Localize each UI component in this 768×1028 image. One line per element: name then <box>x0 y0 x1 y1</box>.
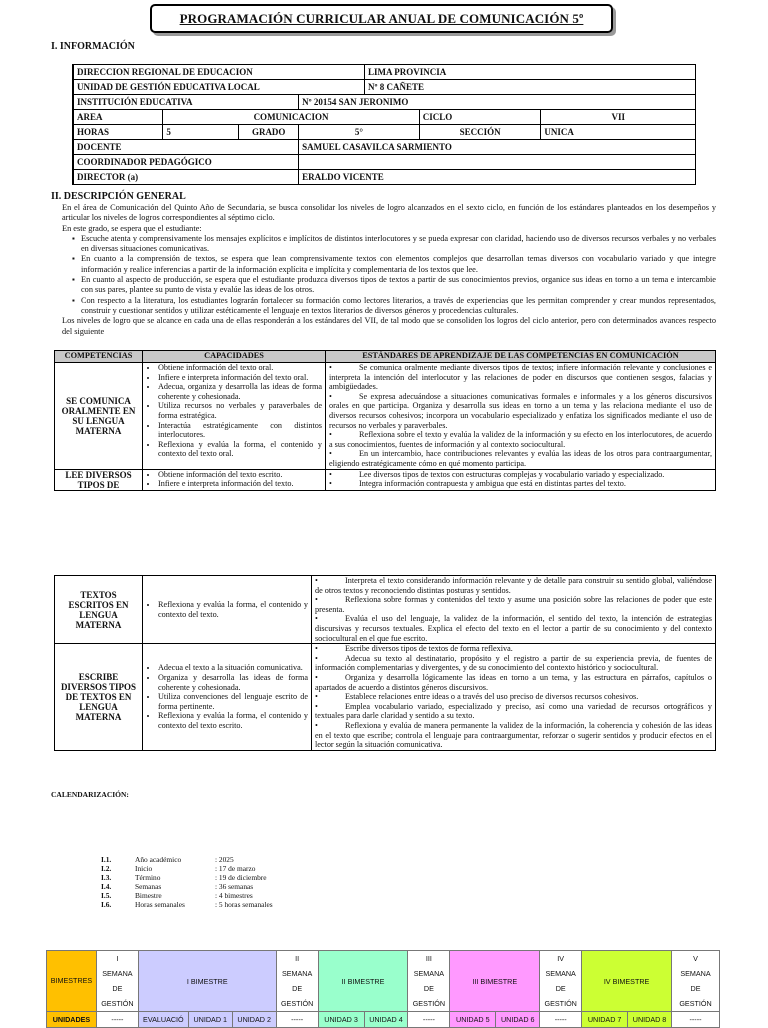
capacities-cell <box>143 644 312 751</box>
unit-cell: UNIDAD 8 <box>628 1012 672 1028</box>
unit-cell: EVALUACIÓ <box>138 1012 188 1028</box>
unit-cell: UNIDAD 7 <box>582 1012 628 1028</box>
capacity-item: • Infiere e interpreta información del texto. <box>158 479 322 489</box>
calendar-dates-list <box>99 855 275 909</box>
unit-cell: ----- <box>276 1012 318 1028</box>
standards-cell <box>312 644 716 751</box>
standard-item: • Emplea vocabulario variado, especializado y preciso, así como una variedad de recursos ortográficos y textuales para darle claridad y sentido a su texto. <box>315 701 712 721</box>
description-bullet: ▪ Escuche atenta y comprensivamente los mensajes explícitos e implícitos de distintos interlocutores y se pueda expresar con claridad, haciendo uso de diversos recursos verbales y no verbales en diversas situaciones comunicativas. <box>72 234 716 255</box>
management-week-cell: V SEMANA DE GESTIÓN <box>672 951 720 1012</box>
info-label: SECCIÓN <box>419 125 541 140</box>
description-bullet: ▪ En cuanto al aspecto de producción, se espera que el estudiante produzca diversos tipos de textos a partir de sus conocimientos previos, organice sus ideas en torno a un tema e intercambie con sus pares, plantee su punto de vista y evalúe las ideas de los otros. <box>72 275 716 296</box>
competencies-table <box>54 350 716 491</box>
date-row: I.4. Semanas : 36 semanas <box>101 882 254 891</box>
standard-item: • Se expresa adecuándose a situaciones comunicativas formales e informales y a los géneros discursivos orales en que participa. Organiza y desarrolla sus ideas en torno a un tema y las relaciona mediante el uso de diversos recursos cohesivos; incorpora un vocabulario especializado y enfatiza los significados mediante el uso de recursos no verbales y paraverbales. <box>329 391 712 430</box>
standard-item: • Se comunica oralmente mediante diversos tipos de textos; infiere información relevante y conclusiones e interpreta la intención del interlocutor y las relaciones de poder en discursos que contienen sesgos, falacias y ambigüedades. <box>329 363 712 392</box>
standard-item: • Organiza y desarrolla lógicamente las ideas en torno a un tema, y las estructura en párrafos, capítulos o apartados de acuerdo a distintos géneros discursivos. <box>315 672 712 692</box>
competency-name: SE COMUNICA ORALMENTE EN SU LENGUA MATERNA <box>55 363 143 470</box>
section-description-heading: II. DESCRIPCIÓN GENERAL <box>51 191 186 202</box>
capacity-item: • Reflexiona y evalúa la forma, el contenido y contexto del texto oral. <box>158 440 322 459</box>
info-value: VII <box>541 110 696 125</box>
calendar-heading: CALENDARIZACIÓN: <box>51 790 129 799</box>
standard-item: • Adecua su texto al destinatario, propósito y el registro a partir de su experiencia previa, de fuentes de información complementarias y divergentes, y de su conocimiento del contexto histórico y sociocultural. <box>315 653 712 673</box>
date-row: I.3. Término : 19 de diciembre <box>101 873 267 882</box>
competencies-table-continued <box>54 575 716 751</box>
bimester-1-header: I BIMESTRE <box>138 951 276 1012</box>
info-label: DOCENTE <box>73 140 299 155</box>
capacity-item: • Reflexiona y evalúa la forma, el contenido y contexto del texto escrito. <box>158 711 308 730</box>
capacity-item: • Adecua el texto a la situación comunicativa. <box>158 663 308 673</box>
unit-cell: ----- <box>96 1012 138 1028</box>
column-header: ESTÁNDARES DE APRENDIZAJE DE LAS COMPETENCIAS EN COMUNICACIÓN <box>326 351 716 363</box>
info-label: HORAS <box>73 125 163 140</box>
info-label: COORDINADOR PEDAGÓGICO <box>73 155 299 170</box>
description-bullet: ▪ Con respecto a la literatura, los estudiantes lograrán fortalecer su formación como lectores literarios, a través de experiencias que les permitan comprender y crear mundos representados, construir y cuestionar sentidos y utilizar estéticamente el lenguaje en textos literarios de diversos géneros y procedencias culturales. <box>72 296 716 317</box>
management-week-cell: IV SEMANA DE GESTIÓN <box>540 951 582 1012</box>
info-label: CICLO <box>419 110 541 125</box>
page-title: PROGRAMACIÓN CURRICULAR ANUAL DE COMUNICACIÓN 5º <box>179 11 584 26</box>
information-table <box>72 64 696 185</box>
date-row: I.6. Horas semanales : 5 horas semanales <box>101 900 273 909</box>
unit-cell: UNIDAD 5 <box>450 1012 496 1028</box>
management-week-cell: III SEMANA DE GESTIÓN <box>408 951 450 1012</box>
competency-name: ESCRIBE DIVERSOS TIPOS DE TEXTOS EN LENGUA MATERNA <box>55 644 143 751</box>
standard-item: • En un intercambio, hace contribuciones relevantes y evalúa las ideas de los otros para contraargumentar, eligiendo estratégicamente cómo en qué momento participa. <box>329 449 712 468</box>
title-box <box>150 4 613 33</box>
management-week-cell: I SEMANA DE GESTIÓN <box>96 951 138 1012</box>
capacities-cell <box>143 363 326 470</box>
info-value <box>299 155 696 170</box>
unit-cell: UNIDAD 4 <box>364 1012 408 1028</box>
standard-item: • Establece relaciones entre ideas o a través del uso preciso de diversos recursos cohesivos. <box>315 692 639 702</box>
capacity-item: • Infiere e interpreta información del texto oral. <box>158 373 322 383</box>
bimester-calendar-table <box>46 950 720 1028</box>
capacity-item: • Obtiene información del texto escrito. <box>158 470 322 480</box>
capacity-item: • Utiliza recursos no verbales y paraverbales de forma estratégica. <box>158 401 322 420</box>
column-header: CAPACIDADES <box>143 351 326 363</box>
capacity-item: • Utiliza convenciones del lenguaje escrito de forma pertinente. <box>158 692 308 711</box>
standard-item: • Reflexiona y evalúa de manera permanente la validez de la información, la coherencia y cohesión de las ideas en el texto que escribe; controla el lenguaje para contraargumentar, reforzar o sugerir sentidos y producir efectos en el lector según la situación comunicativa. <box>315 720 712 750</box>
info-value: 5 <box>163 125 239 140</box>
bimester-4-header: IV BIMESTRE <box>582 951 672 1012</box>
competency-name: LEE DIVERSOS TIPOS DE <box>55 469 143 490</box>
standard-item: • Lee diversos tipos de textos con estructuras complejas y vocabulario variado y especializado. <box>329 469 665 479</box>
info-value: UNICA <box>541 125 696 140</box>
unit-cell: UNIDAD 3 <box>318 1012 364 1028</box>
unit-cell: ----- <box>540 1012 582 1028</box>
description-bullet: ▪ En cuanto a la comprensión de textos, se espera que lean comprensivamente textos con elementos complejos que desarrollan temas diversos con vocabulario variado y que integre información y realice inferencias a partir de la información explícita e implícita y complementaria de los textos que lee. <box>72 254 716 275</box>
description-paragraph: Los niveles de logro que se alcance en cada una de ellas responderán a los estándares del VII, de tal modo que se consoliden los logros del ciclo anterior, pero con determinados avances respecto del siguiente <box>62 316 716 336</box>
info-label: GRADO <box>239 125 299 140</box>
info-label: INSTITUCIÓN EDUCATIVA <box>73 95 299 110</box>
unit-cell: UNIDAD 6 <box>496 1012 540 1028</box>
unit-cell: ----- <box>672 1012 720 1028</box>
info-value: 5° <box>299 125 420 140</box>
standard-item: • Interpreta el texto considerando información relevante y de detalle para construir su sentido global, valiéndose de otros textos y reconociendo distintas posturas y sentidos. <box>315 576 712 595</box>
standard-item: • Reflexiona sobre el texto y evalúa la validez de la información y su efecto en los interlocutores, de acuerdo a sus conocimientos, fuentes de información y al contexto sociocultural. <box>329 430 712 449</box>
standard-item: • Evalúa el uso del lenguaje, la validez de la información, el sentido del texto, la intención de estrategias discursivas y recursos textuales. Explica el efecto del texto en el lector a partir de su conocimiento y del contexto sociocultural en el que fue escrito. <box>315 614 712 643</box>
standard-item: • Integra información contrapuesta y ambigua que está en distintas partes del texto. <box>329 479 626 489</box>
capacity-item: • Obtiene información del texto oral. <box>158 363 322 373</box>
info-value: Nº 8 CAÑETE <box>364 80 695 95</box>
standards-cell <box>312 576 716 644</box>
unit-cell: UNIDAD 2 <box>232 1012 276 1028</box>
capacity-item: • Interactúa estratégicamente con distintos interlocutores. <box>158 421 322 440</box>
info-value: LIMA PROVINCIA <box>364 65 695 80</box>
unit-cell: ----- <box>408 1012 450 1028</box>
general-description <box>62 203 716 337</box>
info-label: DIRECTOR (a) <box>73 170 299 185</box>
bimester-2-header: II BIMESTRE <box>318 951 408 1012</box>
capacities-cell <box>143 576 312 644</box>
info-value: SAMUEL CASAVILCA SARMIENTO <box>299 140 696 155</box>
unit-cell: UNIDAD 1 <box>188 1012 232 1028</box>
capacities-cell <box>143 469 326 490</box>
bimestres-header: BIMESTRES <box>47 951 97 1012</box>
description-paragraph: En el área de Comunicación del Quinto Año de Secundaria, se busca consolidar los niveles de logro alcanzados en el sexto ciclo, en función de los estándares planteados en los desempeños y articular los niveles de logros correspondientes al séptimo ciclo. <box>62 203 716 223</box>
description-bullets <box>62 234 716 316</box>
unidades-label: UNIDADES <box>47 1012 97 1028</box>
date-row: I.1. Año académico : 2025 <box>101 855 234 864</box>
management-week-cell: II SEMANA DE GESTIÓN <box>276 951 318 1012</box>
info-label: AREA <box>73 110 163 125</box>
info-label: DIRECCION REGIONAL DE EDUCACION <box>73 65 364 80</box>
capacity-item: • Reflexiona y evalúa la forma, el contenido y contexto del texto. <box>158 600 308 619</box>
standard-item: • Reflexiona sobre formas y contenidos del texto y asume una posición sobre las relaciones de poder que este presenta. <box>315 595 712 614</box>
standards-cell <box>326 363 716 470</box>
description-paragraph: En este grado, se espera que el estudiante: <box>62 223 202 233</box>
date-row: I.2. Inicio : 17 de marzo <box>101 864 256 873</box>
info-value: ERALDO VICENTE <box>299 170 696 185</box>
bimester-3-header: III BIMESTRE <box>450 951 540 1012</box>
capacity-item: • Adecua, organiza y desarrolla las ideas de forma coherente y cohesionada. <box>158 382 322 401</box>
competency-name: TEXTOS ESCRITOS EN LENGUA MATERNA <box>55 576 143 644</box>
capacity-item: • Organiza y desarrolla las ideas de forma coherente y cohesionada. <box>158 673 308 692</box>
info-value: Nº 20154 SAN JERONIMO <box>299 95 696 110</box>
info-label: UNIDAD DE GESTIÓN EDUCATIVA LOCAL <box>73 80 364 95</box>
info-value: COMUNICACION <box>163 110 419 125</box>
date-row: I.5. Bimestre : 4 bimestres <box>101 891 253 900</box>
column-header: COMPETENCIAS <box>55 351 143 363</box>
standard-item: • Escribe diversos tipos de textos de forma reflexiva. <box>315 644 513 654</box>
section-information-heading: I. INFORMACIÓN <box>51 41 135 52</box>
standards-cell <box>326 469 716 490</box>
